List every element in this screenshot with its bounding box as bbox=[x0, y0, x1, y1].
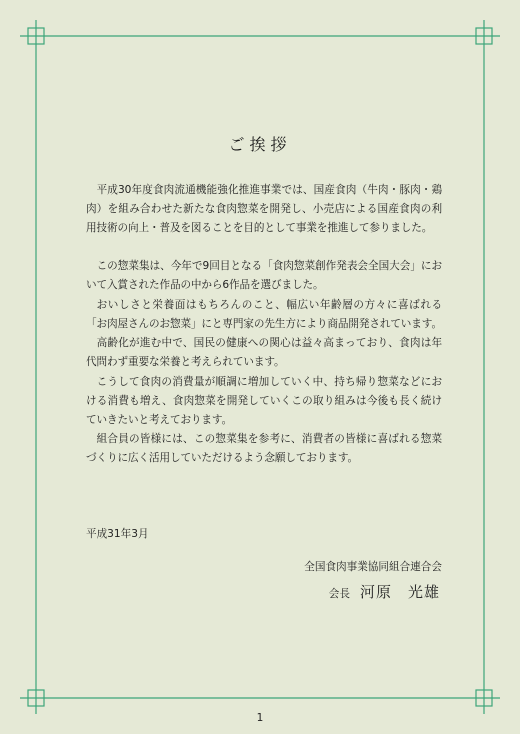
paragraph-2: この惣菜集は、今年で9回目となる「食肉惣菜創作発表会全国大会」において入賞された作品の中から6作品を選びました。 bbox=[86, 260, 442, 292]
document-date: 平成31年3月 bbox=[86, 528, 149, 540]
paragraph-1: 平成30年度食肉流通機能強化推進事業では、国産食肉（牛肉・豚肉・鶏肉）を組み合わせた新たな食肉惣菜を開発し、小売店による国産食肉の利用技術の向上・普及を図ることを目的として事業を推進して参りました。 bbox=[86, 184, 442, 235]
page-number: 1 bbox=[256, 712, 264, 724]
signature-name: 河原 光雄 bbox=[359, 583, 440, 601]
page-title: ご挨拶 bbox=[228, 135, 292, 154]
signature-role: 会長 bbox=[328, 588, 350, 600]
paragraph-5: こうして食肉の消費量が順調に増加していく中、持ち帰り惣菜などにおける消費も増え、食肉惣菜を開発していくこの取り組みは今後も長く続けていきたいと考えております。 bbox=[86, 376, 442, 427]
signature bbox=[329, 581, 440, 602]
paragraph-6: 組合員の皆様には、この惣菜集を参考に、消費者の皆様に喜ばれる惣菜づくりに広く活用していただけるよう念願しております。 bbox=[86, 433, 442, 465]
paragraph-3: おいしさと栄養面はもちろんのこと、幅広い年齢層の方々に喜ばれる「お肉屋さんのお惣菜」にと専門家の先生方により商品開発されています。 bbox=[86, 299, 442, 331]
organization-name: 全国食肉事業協同組合連合会 bbox=[304, 561, 442, 573]
paragraph-4: 高齢化が進む中で、国民の健康への関心は益々高まっており、食肉は年代問わず重要な栄養と考えられています。 bbox=[86, 337, 442, 369]
